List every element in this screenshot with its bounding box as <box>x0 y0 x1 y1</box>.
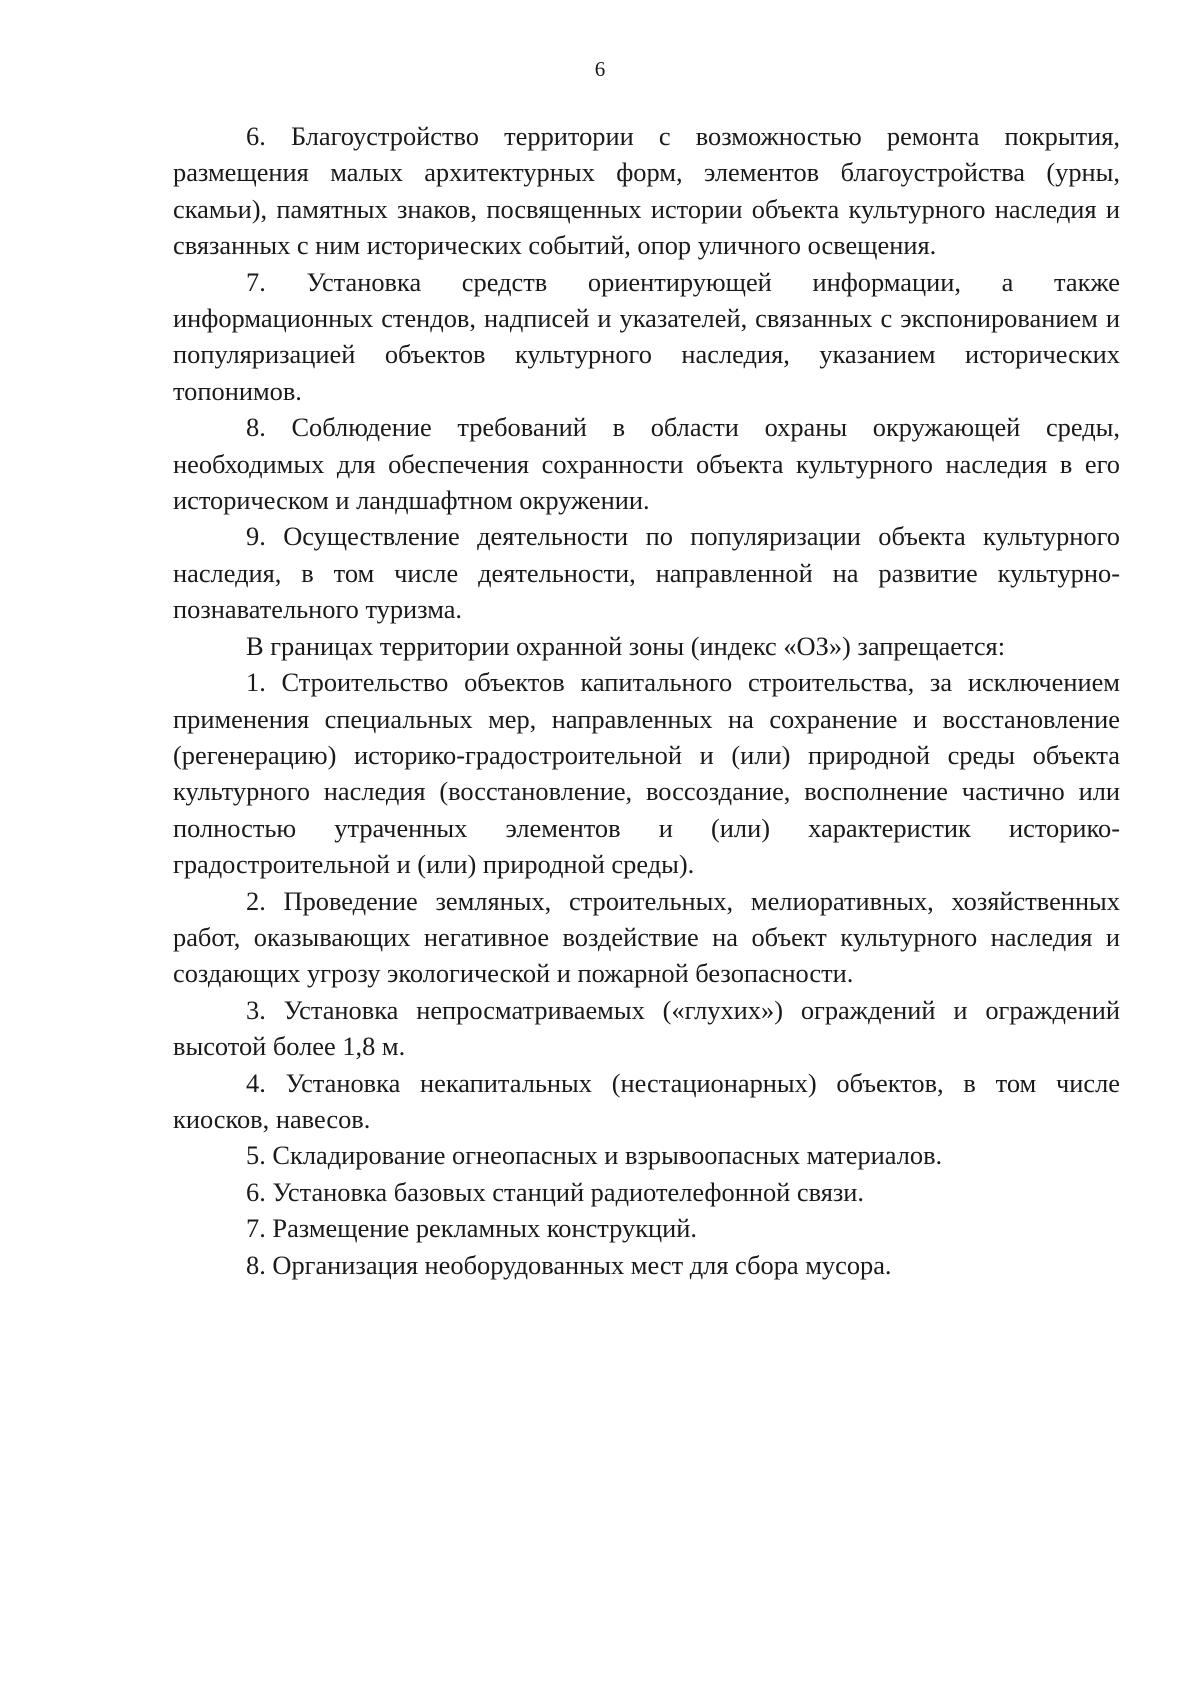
paragraph-prohibited-4: 4. Установка некапитальных (нестационарных) объектов, в том числе киосков, навесов. <box>173 1067 1120 1134</box>
paragraph-prohibited-3: 3. Установка непросматриваемых («глухих») ограждений и ограждений высотой более 1,8 м. <box>173 994 1120 1062</box>
paragraph-prohibited-8: 8. Организация необорудованных мест для сбора мусора. <box>246 1249 892 1280</box>
paragraph-permitted-6: 6. Благоустройство территории с возможностью ремонта покрытия, размещения малых архитектурных форм, элементов благоустройства (урны, скамьи), памятных знаков, посвященных истории объекта культурного наследия и связанных с ним исторических событий, опор уличного освещения. <box>173 121 1120 261</box>
paragraph-prohibited-2: 2. Проведение земляных, строительных, мелиоративных, хозяйственных работ, оказывающих негативное воздействие на объект культурного наследия и создающих угрозу экологической и пожарной безопасности. <box>173 885 1120 989</box>
paragraph-permitted-9: 9. Осуществление деятельности по популяризации объекта культурного наследия, в том числе деятельности, направленной на развитие культурно-познавательного туризма. <box>173 521 1120 625</box>
page-number: 6 <box>594 57 606 81</box>
paragraph-permitted-8: 8. Соблюдение требований в области охраны окружающей среды, необходимых для обеспечения сохранности объекта культурного наследия в его историческом и ландшафтном окружении. <box>173 412 1120 516</box>
document-body <box>173 118 1120 1283</box>
paragraph-prohibited-5: 5. Складирование огнеопасных и взрывоопасных материалов. <box>246 1140 943 1171</box>
paragraph-permitted-7: 7. Установка средств ориентирующей информации, а также информационных стендов, надписей и указателей, связанных с экспонированием и популяризацией объектов культурного наследия, указанием исторических топонимов. <box>173 266 1120 406</box>
paragraph-prohibited-7: 7. Размещение рекламных конструкций. <box>246 1213 697 1244</box>
paragraph-prohibited-6: 6. Установка базовых станций радиотелефонной связи. <box>246 1176 864 1207</box>
section-heading-prohibited: В границах территории охранной зоны (индекс «ОЗ») запрещается: <box>246 630 1006 661</box>
paragraph-prohibited-1: 1. Строительство объектов капитального строительства, за исключением применения специальных мер, направленных на сохранение и восстановление (регенерацию) историко-градостроительной и (или) природной среды объекта культурного наследия (восстановление, воссоздание, восполнение частично или полностью утраченных элементов и (или) характеристик историко-градостроительной и (или) природной среды). <box>173 667 1120 880</box>
